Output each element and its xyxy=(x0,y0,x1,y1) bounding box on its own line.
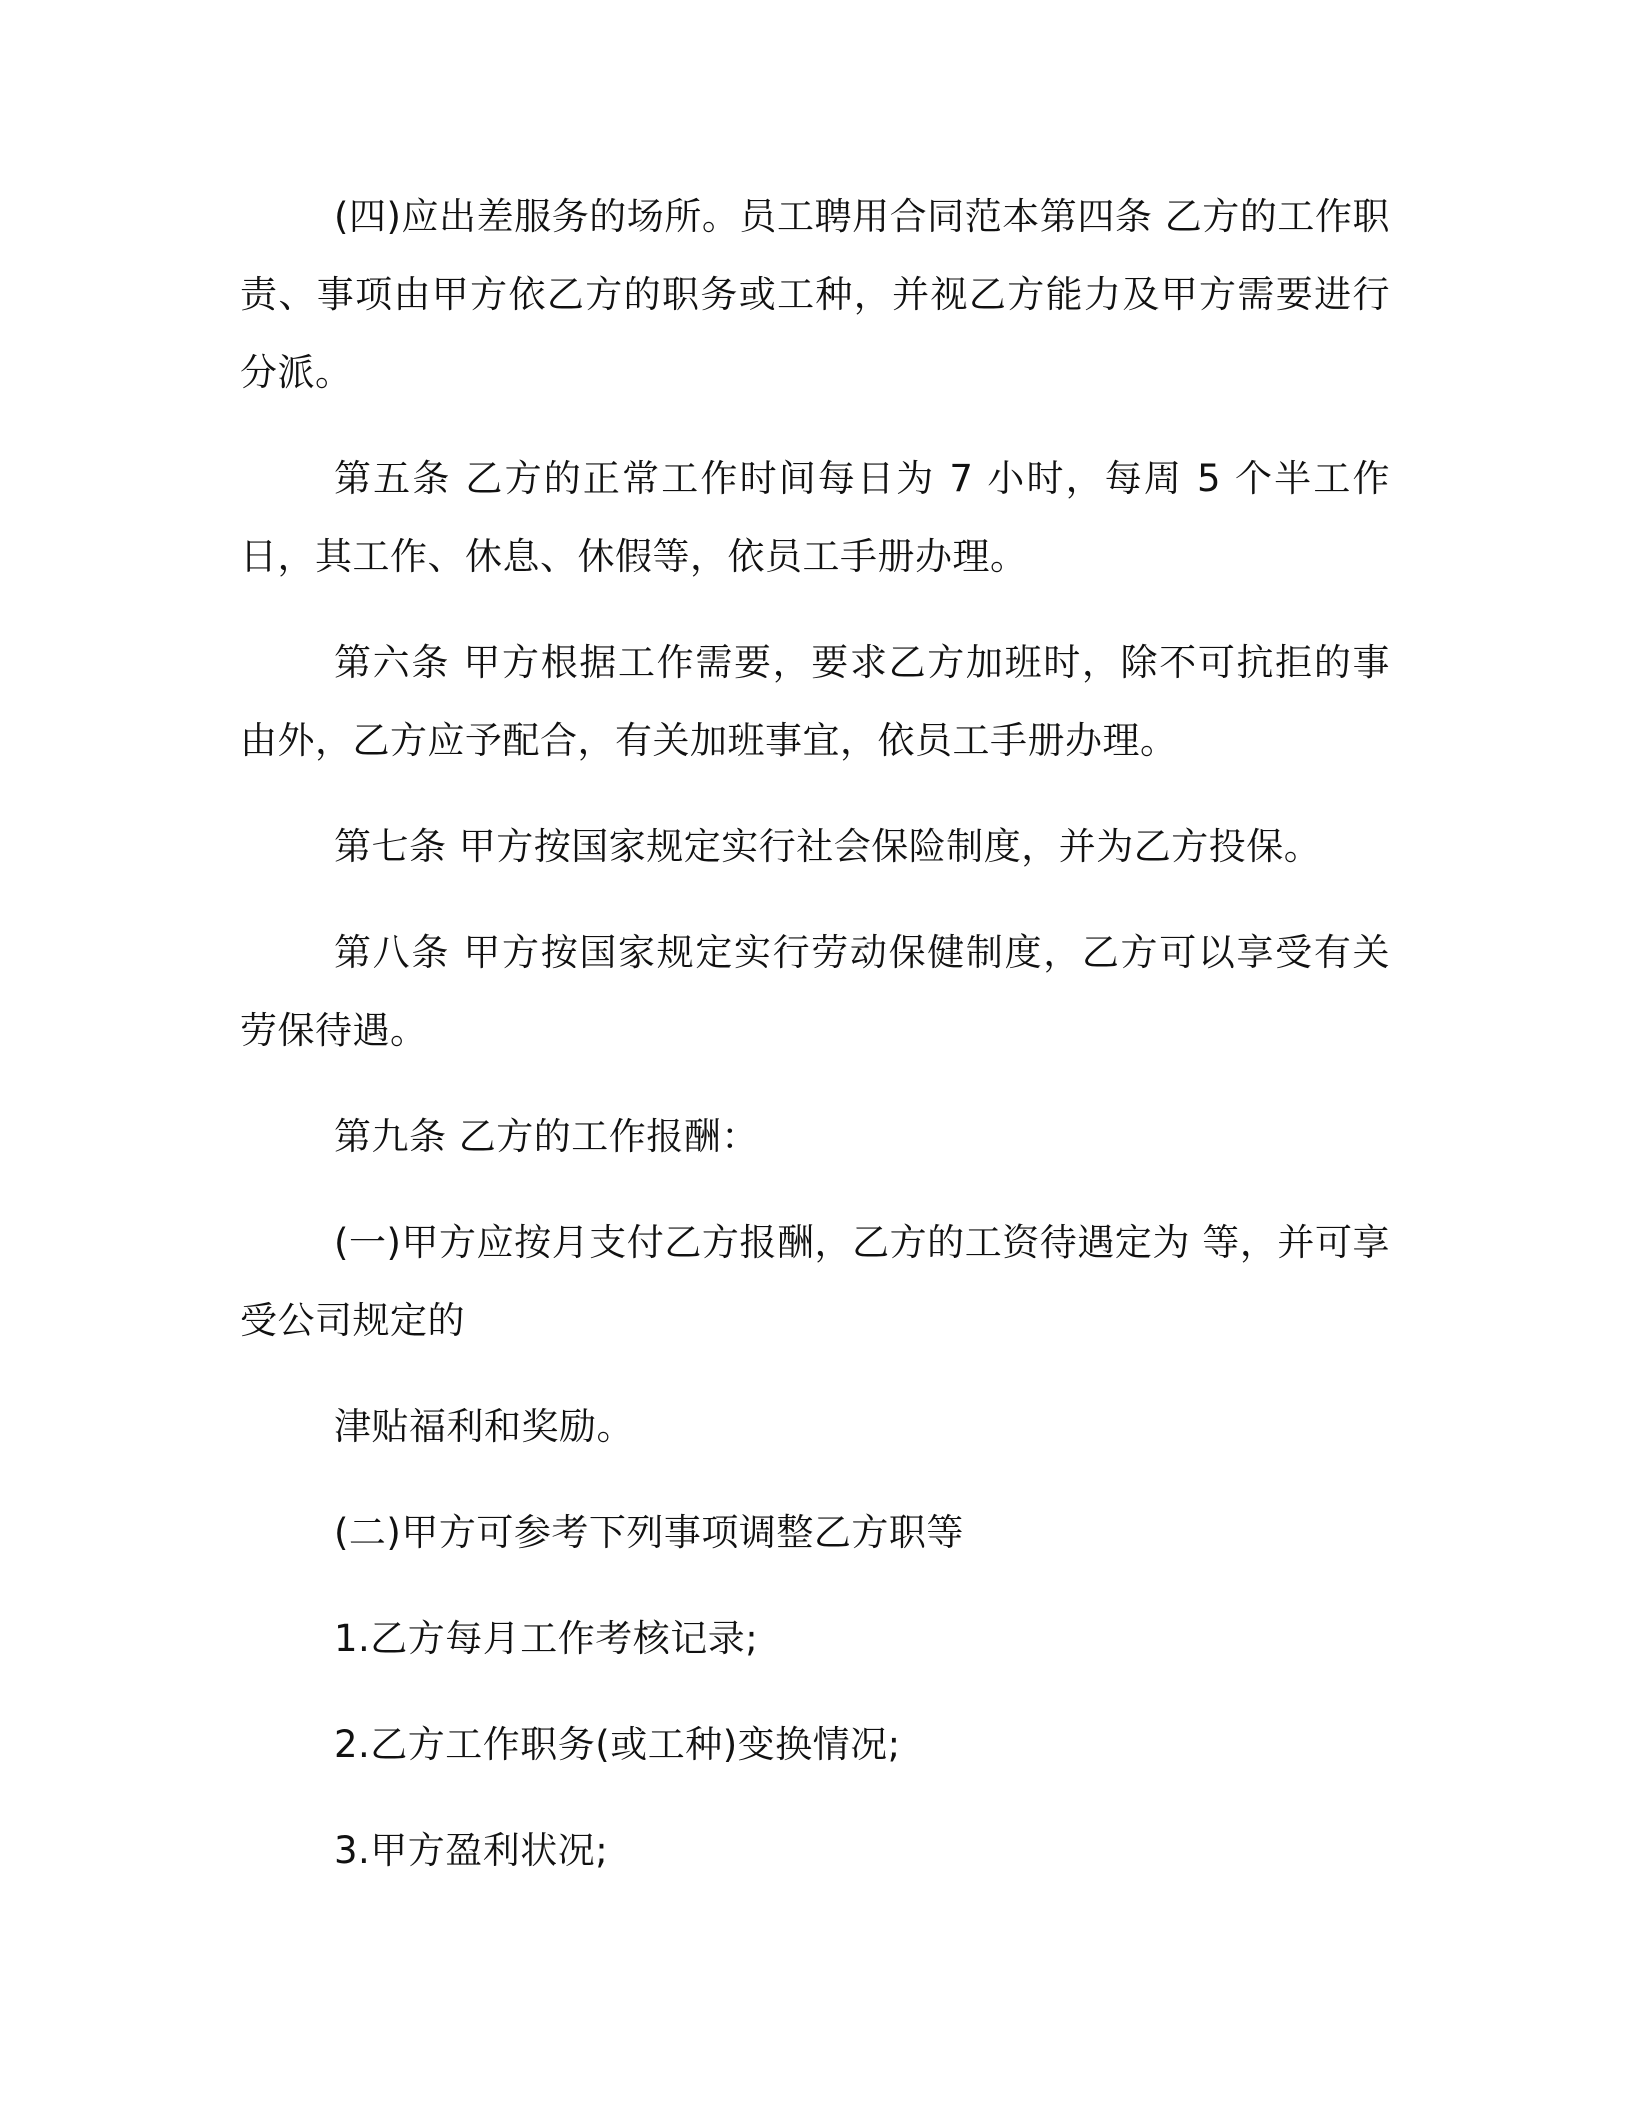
list-item-3: 3.甲方盈利状况; xyxy=(334,1829,609,1872)
paragraph-article-9-item-2: (二)甲方可参考下列事项调整乙方职等 xyxy=(334,1511,964,1554)
document-body xyxy=(240,178,1390,1918)
paragraph-article-9-heading: 第九条 乙方的工作报酬： xyxy=(334,1115,759,1158)
list-item-1: 1.乙方每月工作考核记录; xyxy=(334,1617,759,1660)
paragraph-article-4: (四)应出差服务的场所。员工聘用合同范本第四条 乙方的工作职责、事项由甲方依乙方的职务或工种，并视乙方能力及甲方需要进行分派。 xyxy=(240,195,1390,394)
paragraph-article-6: 第六条 甲方根据工作需要，要求乙方加班时，除不可抗拒的事由外，乙方应予配合，有关加班事宜，依员工手册办理。 xyxy=(240,641,1390,762)
paragraph-article-7: 第七条 甲方按国家规定实行社会保险制度，并为乙方投保。 xyxy=(334,825,1322,868)
paragraph-article-8: 第八条 甲方按国家规定实行劳动保健制度，乙方可以享受有关劳保待遇。 xyxy=(240,931,1390,1052)
paragraph-article-9-item-1-continued: 津贴福利和奖励。 xyxy=(334,1405,634,1448)
list-item-2: 2.乙方工作职务(或工种)变换情况; xyxy=(334,1723,901,1766)
paragraph-article-9-item-1: (一)甲方应按月支付乙方报酬，乙方的工资待遇定为 等，并可享受公司规定的 xyxy=(240,1221,1390,1342)
paragraph-article-5: 第五条 乙方的正常工作时间每日为 7 小时，每周 5 个半工作日，其工作、休息、休假等，依员工手册办理。 xyxy=(240,457,1390,578)
